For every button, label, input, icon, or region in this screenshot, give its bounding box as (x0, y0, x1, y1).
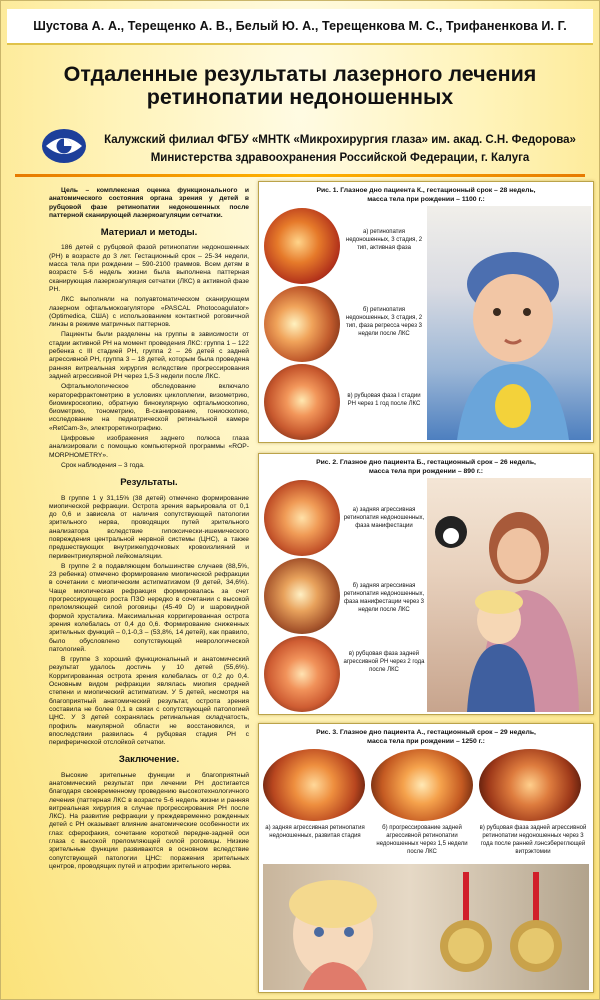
authors-bar (7, 9, 593, 45)
methods-heading: Материал и методы. (100, 227, 198, 239)
results-paragraph: В группе 3 хороший функциональный и анатомический результат удалось достичь у 10 детей (55,6%). Корригированная острота зрения колебалась от 0,2 до 0,4. Основным видом рефракции являлась миопия средней степени и миопический астигматизм. У 5 детей, несмотря на благоприятный анатомический результат, острота зрения составила не более 0,1 в связи с сопутствующей патологией ЦНС. У 3 детей сохранялась ретинальная складчатость, профиль макулярной области не восстановился, и впоследствии развилась 4 рубцовая стадия РН с периферической отслойкой сетчатки. (49, 656, 249, 747)
fundus-photo (264, 286, 340, 362)
figure-2-title-line-1: Рис. 2. Глазное дно пациента Б., гестационный срок – 26 недель, (316, 459, 536, 466)
figure-1-title-line-2: масса тела при рождении – 1100 г.: (367, 195, 485, 203)
figure-2 (258, 453, 594, 715)
methods-paragraph: Срок наблюдения – 3 года. (61, 461, 145, 469)
figure-2-caption-c: в) рубцовая фаза задней агрессивной РН через 2 года после ЛКС (343, 651, 425, 673)
org-line-1: Калужский филиал ФГБУ «МНТК «Микрохирургия глаза» им. акад. С.Н. Федорова» (104, 134, 576, 146)
fundus-photo (263, 749, 365, 821)
figure-3-title-line-2: масса тела при рождении – 1250 г.: (367, 737, 485, 745)
methods-paragraph: Офтальмологическое обследование включало кераторефрактометрию в условиях циклоплегии, визометрию, биомикроскопию, обратную бинокулярную офтальмоскопию, биометрию, тонометрию, B-сканирование, гониоскопию, исследование на педиатрической ретинальной камере «RetCam-3», электроретинографию. (49, 383, 249, 432)
methods-paragraph: 186 детей с рубцовой фазой ретинопатии недоношенных (РН) в возрасте до 3 лет. Гестационный срок – 25-34 недели, масса тела при рождении – 590-2100 граммов. Всем детям в возрасте 5-6 недель жизни была выполнена паттерная сканирующая лазеркоагуляция сетчатки (ЛКС) в активной фазе РН. (49, 244, 249, 293)
org-line-2: Министерства здравоохранения Российской Федерации, г. Калуга (150, 152, 530, 164)
methods-paragraph: Пациенты были разделены на группы в зависимости от стадии активной РН на момент проведения ЛКС: группа 1 – 122 ребенка с III стадией РН, группа 2 – 26 детей с задней агрессивной РН, группа 3 – 18 детей, которым была проведена ранняя витреальная хирургия вследствие прогрессирования задней агрессивной РН через 1,5-3 недели после ЛКС. (49, 331, 249, 380)
figure-1 (258, 181, 594, 443)
figure-1-caption-c: в) рубцовая фаза I стадии РН через 1 год после ЛКС (347, 393, 421, 407)
figure-3-title (265, 729, 587, 747)
authors: Шустова А. А., Терещенко А. В., Белый Ю. А., Терещенкова М. С., Трифаненкова И. Г. (33, 19, 567, 33)
methods-paragraph: ЛКС выполняли на полуавтоматическом сканирующем лазерном офтальмокоагуляторе «PASCAL Photocoagulator» (Optimedica, США) с использованием контактной роговичной линзы в режиме матричных паттернов. (49, 296, 249, 329)
figure-1-caption-a: а) ретинопатия недоношенных, 3 стадия, 2 тип, активная фаза (345, 229, 423, 251)
results-paragraph: В группе 1 у 31,15% (38 детей) отмечено формирование миопической рефракции. Острота зрения варьировала от 0,1 до 0,6 и зависела от наличия сопутствующей патологии зрительного нерва, проводящих путей зрительного анализатора вследствие гипоксически-ишемического повреждения центральной нервной системы (ЦНС), а также предшествующих внутрижелудочковых кровоизлияний и перивентрикулярной лейкомаляции. (49, 494, 249, 560)
title-line-1: Отдаленные результаты лазерного лечения (63, 62, 537, 86)
fundus-photo (264, 364, 340, 440)
figure-1-title-line-1: Рис. 1. Глазное дно пациента К., гестационный срок – 28 недель, (316, 187, 536, 194)
figure-1-title (265, 187, 587, 205)
figure-1-caption-b: б) ретинопатия недоношенных, 3 стадия, 2 тип, фаза регресса через 3 недели после ЛКС (345, 307, 423, 337)
child-with-medals-photo (263, 864, 589, 990)
results-heading: Результаты. (120, 477, 178, 489)
conclusion-heading: Заключение. (118, 754, 180, 766)
figure-3-caption-a: а) задняя агрессивная ретинопатия недоношенных, развитая стадия (265, 825, 365, 839)
conclusion-paragraph: Высокие зрительные функции и благоприятный анатомический результат при лечении РН достигается благодаря своевременному проведению высокотехнологичного лечения (паттерная ЛКС в возрасте 5-6 недель жизни и ранняя витреальная хирургия в случае прогрессирования РН после ЛКС). На развитие рефракции у преждевременно рожденных детей с РН оказывает влияние анатомические особенности их глаз: сферофакия, сочетание короткой передне-задней оси глаза с высокой преломляющей силой роговицы. Низкие зрительные функции развиваются в основном вследствие сопутствующей патологии ЦНС: поражения зрительных центров, проводящих путей и атрофии зрительного нерва. (49, 771, 249, 870)
figure-2-caption-b: б) задняя агрессивная ретинопатия недоношенных, фаза манифестации через 3 недели после ЛКС (343, 583, 425, 613)
figure-2-title (265, 459, 587, 477)
fundus-photo (371, 749, 473, 821)
fundus-photo (264, 558, 340, 634)
methods-paragraph: Цифровые изображения заднего полюса глаза анализировали с помощью компьютерной программы «ROP-MORPHOMETRY». (49, 435, 249, 459)
mother-child-illustration-icon (427, 478, 591, 712)
results-paragraph: В группе 2 в подавляющем большинстве случаев (88,5%, 23 ребенка) отмечено формирование миопической рефракции в сочетании с миопическим астигматизмом (9 детей, 34,6%). Чаще миопическая рефракция формировалась за счет прогрессирующего роста ПЗО нередко в сочетании с высокой преломляющей силой роговицы (45-49 D) и шаровидной формой хрусталика. Максимальная корригированная острота зрения колебалась от 0,4 до 0,6. Формирование сниженных зрительных функций – 0,1-0,3 – (53,8%, 14 детей), как правило, было обусловлено сопутствующей неврологической патологией. (49, 562, 249, 653)
aim-paragraph (49, 187, 249, 220)
text-column (49, 187, 249, 873)
eye-logo-icon (41, 127, 87, 165)
fundus-photo (264, 636, 340, 712)
figure-3 (258, 723, 594, 993)
figure-3-caption-b: б) прогрессирование задней агрессивной ретинопатии недоношенных через 1,5 недели после ЛКС (376, 825, 468, 855)
child-photo (427, 206, 591, 440)
figure-2-caption-a: а) задняя агрессивная ретинопатия недоношенных, фаза манифестации (343, 507, 425, 529)
title-line-2: ретинопатии недоношенных (146, 85, 454, 109)
fundus-photo (264, 208, 340, 284)
organization (11, 127, 589, 173)
child-medals-illustration-icon (263, 864, 589, 990)
figure-3-caption-c: в) рубцовая фаза задней агрессивной ретинопатии недоношенных через 3 года после ранней лэнсэбереглющей витрэктомии (479, 825, 587, 855)
aim-label: Цель (61, 187, 79, 194)
divider (15, 174, 585, 177)
fundus-photo (479, 749, 581, 821)
fundus-photo (264, 480, 340, 556)
aim-text: – комплексная оценка функционального и анатомического состояния органа зрения у детей в рубцовой фазе ретинопатии недоношенных после паттерной сканирующей лазеркоагуляции сетчатки. (49, 187, 249, 219)
figure-3-title-line-1: Рис. 3. Глазное дно пациента А., гестационный срок – 29 недель, (316, 729, 536, 736)
poster-title (11, 63, 589, 109)
child-illustration-icon (427, 206, 591, 440)
figure-2-title-line-2: масса тела при рождении – 890 г.: (368, 467, 484, 475)
mother-child-photo (427, 478, 591, 712)
